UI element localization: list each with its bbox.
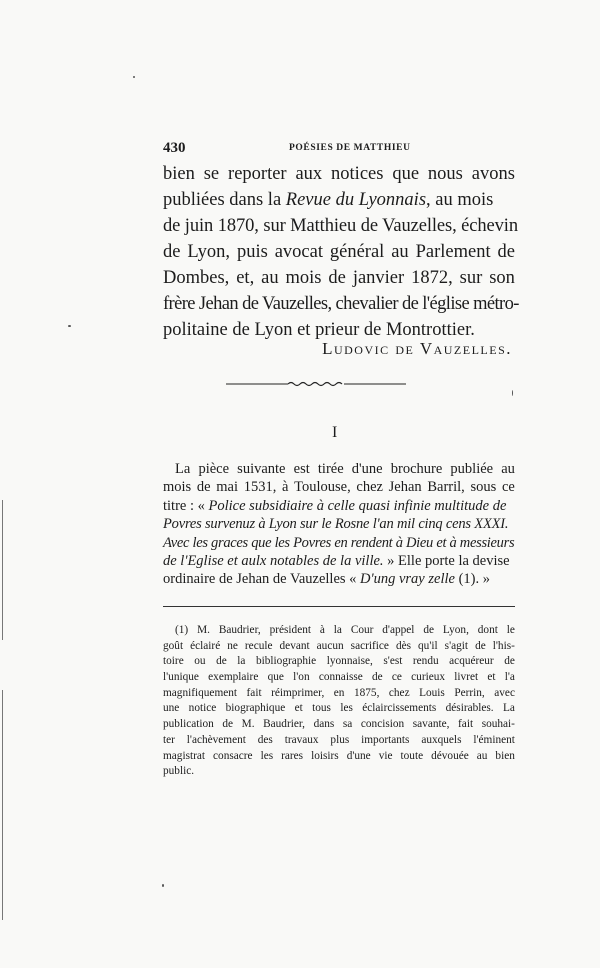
word: d'une (351, 461, 383, 477)
word: janvier (352, 268, 405, 288)
word: aucun (316, 639, 344, 652)
word: est (293, 461, 310, 477)
text-run: , au mois (426, 190, 494, 210)
word: s'agit (444, 639, 469, 652)
text-line (163, 639, 515, 655)
word: magnifiquement (163, 686, 238, 699)
brochure-title: Police subsidiaire à celle quasi infinie multitude de (208, 497, 507, 514)
word: d'appel (382, 624, 415, 636)
word: ne (227, 639, 238, 652)
text-run: titre : « (163, 497, 209, 514)
text-line: frère Jehan de Vauzelles, chevalier de l'église métro- (163, 294, 519, 314)
word: mai (216, 479, 239, 496)
word: Parlement (415, 242, 491, 262)
word: notice (188, 702, 217, 715)
word: connaisse (318, 671, 363, 684)
word: le (506, 624, 515, 636)
text-line (163, 265, 515, 291)
word: une (163, 702, 180, 715)
ornament-divider (226, 378, 406, 390)
word: exemplaire (208, 671, 259, 684)
word: et (294, 702, 303, 715)
word: l'a (504, 671, 515, 684)
word: ce (501, 479, 515, 496)
word: pièce (198, 461, 230, 477)
text-line (163, 552, 515, 570)
word: importants (361, 733, 410, 746)
author-signature: Ludovic de Vauzelles. (322, 339, 512, 358)
word: vie (378, 749, 393, 762)
word: de (222, 718, 234, 731)
word: consacre (213, 749, 253, 762)
page-number: 430 (163, 140, 186, 156)
word: chez (356, 479, 383, 496)
word: Louis (419, 686, 445, 699)
word: dévouée (431, 749, 469, 762)
word: qu'il (418, 639, 438, 652)
motto: D'ung vray zelle (360, 571, 455, 588)
word: la (333, 624, 342, 636)
word: éclaircissements (362, 702, 437, 715)
word: et (487, 671, 496, 684)
word: bibliographie (255, 655, 317, 668)
section-number: I (332, 424, 338, 441)
word: M. (241, 718, 255, 731)
word: la (237, 655, 246, 668)
text-run: public. (163, 765, 195, 778)
brochure-title: Povres survenuz à Lyon sur le Rosne l'an mil cinq cens XXXI. (163, 516, 509, 533)
word: bien (163, 164, 195, 184)
paper-speck (68, 325, 71, 327)
word: ou (194, 655, 206, 668)
word: sa (342, 718, 353, 731)
word: Lyon, (442, 624, 469, 636)
paper-speck (162, 884, 164, 887)
text-line (163, 654, 515, 670)
word: dans (313, 718, 335, 731)
word: de (372, 671, 383, 684)
scan-edge-mark (2, 690, 3, 920)
word: aux (295, 164, 323, 184)
word: au (261, 268, 279, 288)
text-line (163, 686, 515, 702)
word: de (423, 624, 434, 636)
footnote-rule (163, 606, 515, 607)
word: de (163, 242, 181, 262)
word: avec (494, 686, 515, 699)
word: Baudrier, (218, 624, 261, 636)
word: l'on (293, 671, 310, 684)
word: biographique (225, 702, 286, 715)
word: en (333, 686, 345, 699)
text-run: publiées dans la (163, 190, 286, 210)
word: de (475, 639, 486, 652)
word: mois (285, 268, 322, 288)
text-line (163, 717, 515, 733)
text-line (163, 478, 515, 496)
word: l'his- (492, 639, 515, 652)
paper-speck (133, 76, 135, 78)
word: curieux (411, 671, 446, 684)
word: Toulouse, (294, 479, 351, 496)
word: fait (458, 718, 474, 731)
word: magistrat (163, 749, 206, 762)
word: suivante (237, 461, 286, 477)
word: Perrin, (454, 686, 485, 699)
text-line (163, 239, 515, 265)
text-line (163, 764, 515, 780)
word: mois (163, 479, 192, 496)
text-line (163, 460, 515, 478)
word: nous (427, 164, 463, 184)
text-line (163, 161, 515, 187)
word: recule (244, 639, 273, 652)
word: avons (471, 164, 515, 184)
word: Dombes, (163, 268, 230, 288)
word: souhai- (481, 718, 515, 731)
page-header (163, 140, 515, 160)
word: plus (330, 733, 350, 746)
paper-speck (512, 390, 513, 396)
word: des (257, 733, 273, 746)
word: devant (279, 639, 310, 652)
text-line (163, 733, 515, 749)
text-line (163, 534, 515, 552)
word: de (196, 479, 211, 496)
word: se (203, 164, 220, 184)
word: et, (236, 268, 255, 288)
word: publiée (450, 461, 494, 477)
word: président (269, 624, 312, 636)
word: réimprimer, (271, 686, 325, 699)
word: 1531, (243, 479, 277, 496)
word: bien (495, 749, 515, 762)
word: 1875, (353, 686, 380, 699)
word: désirables. (445, 702, 494, 715)
word: notices (331, 164, 384, 184)
running-title: POÉSIES DE MATTHIEU (289, 143, 411, 153)
text-line (163, 701, 515, 717)
text-line (163, 497, 515, 515)
body-paragraph (163, 460, 515, 589)
footnote (163, 623, 515, 780)
word: acquéreur (449, 655, 494, 668)
word: l'achèvement (186, 733, 246, 746)
word: auxquels (421, 733, 462, 746)
word: reporter (228, 164, 287, 184)
word: goût (163, 639, 184, 652)
text-line (163, 570, 515, 588)
word: ter (163, 733, 175, 746)
journal-title: Revue du Lyonnais (285, 190, 427, 210)
word: d'une (346, 749, 371, 762)
word: que (267, 671, 284, 684)
text-line: politaine de Lyon et prieur de Montrottier. (163, 320, 475, 340)
word: toute (400, 749, 424, 762)
word: 1872, (411, 268, 453, 288)
word: tous (312, 702, 331, 715)
word: puis (236, 242, 268, 262)
word: La (175, 461, 191, 477)
word: travaux (284, 733, 319, 746)
text-run: ordinaire de Jehan de Vauzelles « (163, 571, 361, 588)
word: loisirs (311, 749, 339, 762)
word: Lyon, (187, 242, 231, 262)
word: M. (197, 624, 210, 636)
intro-paragraph (163, 161, 519, 343)
word: à (282, 479, 289, 496)
word: l'éminent (473, 733, 515, 746)
scan-edge-mark (2, 500, 3, 640)
word: livret (454, 671, 479, 684)
word: s'est (383, 655, 403, 668)
word: La (503, 702, 515, 715)
text-line (163, 515, 515, 533)
word: de (497, 242, 515, 262)
word: toire (163, 655, 184, 668)
word: chez (388, 686, 410, 699)
word: général (329, 242, 385, 262)
text-run: (1). » (454, 571, 490, 588)
word: sacrifice (350, 639, 389, 652)
word: de (328, 268, 346, 288)
word: les (260, 749, 274, 762)
word: ce (391, 671, 402, 684)
word: Jehan (388, 479, 422, 496)
word: savante, (412, 718, 450, 731)
word: avocat (274, 242, 323, 262)
word: fait (246, 686, 262, 699)
text-line: de juin 1870, sur Matthieu de Vauzelles, échevin (163, 216, 519, 236)
text-line (163, 623, 515, 639)
ornament-flourish (288, 383, 342, 386)
word: sur (459, 268, 483, 288)
word: dès (395, 639, 412, 652)
word: rares (281, 749, 304, 762)
word: (1) (175, 624, 189, 636)
word: l'unique (163, 671, 199, 684)
word: que (392, 164, 420, 184)
word: sous (470, 479, 497, 496)
word: lyonnaise, (326, 655, 373, 668)
word: éclairé (190, 639, 221, 652)
word: rendu (412, 655, 439, 668)
word: de (504, 655, 515, 668)
text-run: » Elle porte la devise (383, 552, 510, 569)
word: au (501, 461, 515, 477)
word: concision (360, 718, 405, 731)
word: à (319, 624, 325, 636)
word: au (476, 749, 488, 762)
text-line (163, 187, 515, 213)
word: de (216, 655, 227, 668)
word: Cour (350, 624, 374, 636)
word: brochure (390, 461, 443, 477)
word: au (391, 242, 409, 262)
brochure-title: Avec les graces que les Povres en rendent à Dieu et à messieurs (163, 534, 515, 551)
brochure-title: de l'Eglise et aulx notables de la ville. (163, 552, 384, 569)
word: les (340, 702, 353, 715)
word: Barril, (427, 479, 465, 496)
text-line (163, 670, 515, 686)
word: tirée (317, 461, 344, 477)
word: Baudrier, (263, 718, 306, 731)
word: son (489, 268, 515, 288)
text-line (163, 749, 515, 765)
word: publication (163, 718, 214, 731)
word: dont (477, 624, 498, 636)
